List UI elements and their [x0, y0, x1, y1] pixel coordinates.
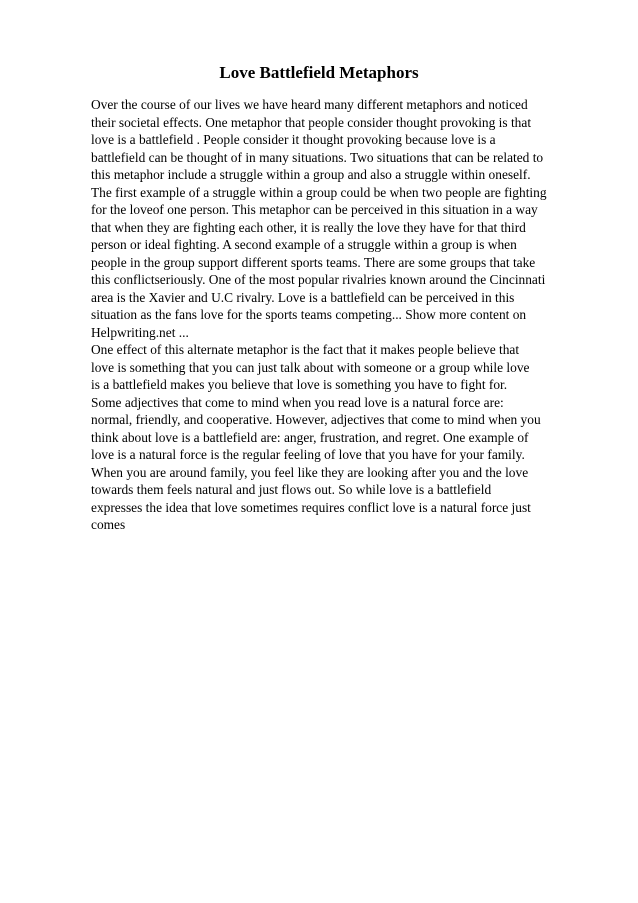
body-line: One effect of this alternate metaphor is the fact that it makes people believe that	[91, 342, 520, 357]
body-line: Helpwriting.net ...	[91, 324, 189, 340]
body-line: this conflictseriously. One of the most popular rivalries known around the Cincinnati	[91, 272, 546, 287]
body-line: When you are around family, you feel like they are looking after you and the love	[91, 464, 529, 480]
body-line: is a battlefield makes you believe that love is something you have to fight for.	[91, 377, 508, 392]
body-line: people in the group support different sports teams. There are some groups that take	[91, 254, 536, 270]
body-line: situation as the fans love for the sports teams competing... Show more content on	[91, 307, 527, 322]
body-line: expresses the idea that love sometimes requires conflict love is a natural force just	[91, 499, 531, 515]
body-line: The first example of a struggle within a group could be when two people are fighting	[91, 184, 547, 200]
body-line: that when they are fighting each other, it is really the love they have for that third	[91, 219, 526, 235]
document-title: Love Battlefield Metaphors	[219, 63, 419, 82]
body-line: towards them feels natural and just flows out. So while love is a battlefield	[91, 482, 492, 497]
body-line: for the loveof one person. This metaphor can be perceived in this situation in a way	[91, 202, 538, 217]
body-line: battlefield can be thought of in many situations. Two situations that can be related to	[91, 149, 544, 165]
body-line: love is a battlefield . People consider it thought provoking because love is a	[91, 132, 496, 147]
body-line: Some adjectives that come to mind when you read love is a natural force are:	[91, 394, 504, 410]
body-line: area is the Xavier and U.C rivalry. Love is a battlefield can be perceived in this	[91, 289, 515, 305]
body-line: person or ideal fighting. A second example of a struggle within a group is when	[91, 237, 517, 252]
body-line: love is a natural force is the regular feeling of love that you have for your family.	[91, 447, 525, 462]
document-body	[91, 96, 591, 534]
body-line: Over the course of our lives we have heard many different metaphors and noticed	[91, 97, 528, 112]
body-line: love is something that you can just talk about with someone or a group while love	[91, 359, 530, 375]
body-line: normal, friendly, and cooperative. However, adjectives that come to mind when you	[91, 412, 541, 427]
body-line: comes	[91, 517, 126, 532]
body-line: their societal effects. One metaphor that people consider thought provoking is that	[91, 114, 532, 130]
body-line: think about love is a battlefield are: anger, frustration, and regret. One example of	[91, 429, 529, 445]
body-line: this metaphor include a struggle within a group and also a struggle within oneself.	[91, 167, 531, 182]
